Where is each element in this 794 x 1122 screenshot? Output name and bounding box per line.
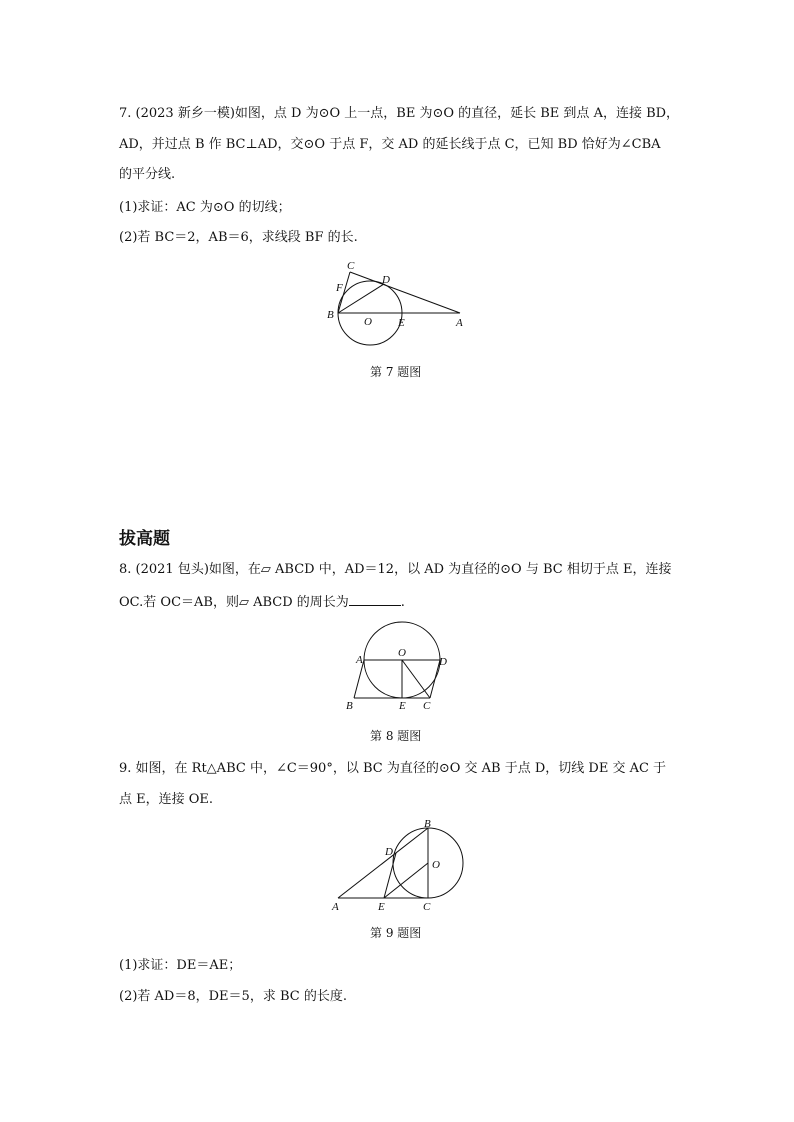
q7-figure (320, 256, 480, 356)
q8-label-e: E (399, 700, 406, 712)
q9-caption: 第 9 题图 (370, 926, 422, 940)
q8-caption: 第 8 题图 (370, 729, 422, 743)
q9-line-2: 点 E，连接 OE. (119, 792, 214, 807)
q9-label-o: O (432, 859, 440, 871)
q9-line-ab (338, 828, 428, 898)
q9-label-c: C (423, 901, 431, 913)
q8-line-2-text: OC.若 OC＝AB，则▱ ABCD 的周长为 (119, 595, 349, 610)
q8-label-o: O (398, 647, 406, 659)
q8-answer-blank[interactable] (349, 593, 401, 606)
q9-label-a: A (332, 901, 339, 913)
q8-line-2-end: . (400, 595, 405, 610)
q7-line-ca (350, 272, 460, 313)
q8-line-1: 8. (2021 包头)如图，在▱ ABCD 中，AD＝12，以 AD 为直径的⊙O 与 BC 相切于点 E，连接 (119, 562, 672, 577)
q8-line-2 (119, 593, 405, 611)
q9-label-d: D (385, 846, 393, 858)
q9-part-1: (1)求证：DE＝AE； (119, 958, 242, 973)
q7-label-b: B (327, 309, 334, 321)
q8-label-c: C (423, 700, 431, 712)
q9-label-b: B (424, 818, 431, 830)
q8-figure (340, 618, 460, 718)
q9-label-e: E (378, 901, 385, 913)
q7-line-2: AD，并过点 B 作 BC⊥AD，交⊙O 于点 F，交 AD 的延长线于点 C，已知 BD 恰好为∠CBA (119, 137, 661, 152)
q7-label-o: O (364, 316, 372, 328)
q9-part-2: (2)若 AD＝8，DE＝5，求 BC 的长度. (119, 989, 347, 1004)
q7-label-a: A (456, 317, 463, 329)
q7-label-f: F (336, 282, 343, 294)
q9-line-de (384, 853, 396, 898)
q9-line-oe (384, 863, 428, 898)
q7-label-d: D (382, 274, 390, 286)
q7-line-1: 7. (2023 新乡一模)如图，点 D 为⊙O 上一点，BE 为⊙O 的直径，延长 BE 到点 A，连接 BD， (119, 106, 680, 121)
q8-label-b: B (346, 700, 353, 712)
q7-label-e: E (398, 317, 405, 329)
q8-line-oc (402, 660, 430, 698)
q7-part-2: (2)若 BC＝2，AB＝6，求线段 BF 的长. (119, 230, 358, 245)
q8-label-d: D (439, 656, 447, 668)
q9-line-1: 9. 如图，在 Rt△ABC 中，∠C＝90°，以 BC 为直径的⊙O 交 AB 于点 D，切线 DE 交 AC 于 (119, 761, 667, 776)
q8-label-a: A (356, 654, 363, 666)
q9-figure (328, 814, 468, 916)
q7-part-1: (1)求证：AC 为⊙O 的切线； (119, 200, 291, 215)
section-title: 拔高题 (119, 529, 170, 549)
q7-caption: 第 7 题图 (370, 365, 422, 379)
q7-line-3: 的平分线. (119, 167, 176, 182)
q7-label-c: C (347, 260, 355, 272)
